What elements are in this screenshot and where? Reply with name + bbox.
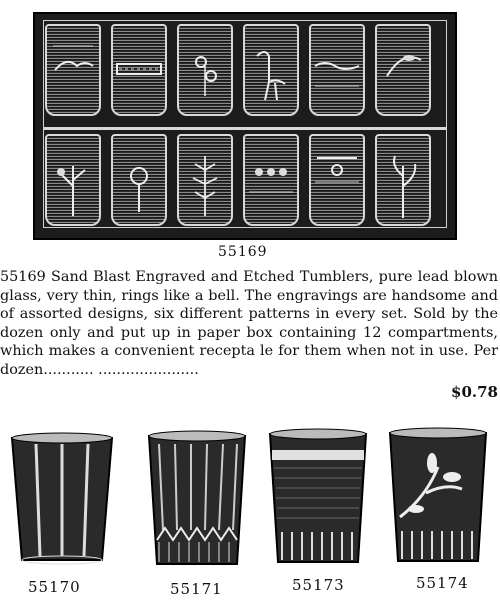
tumbler-flower-pattern bbox=[111, 134, 167, 226]
cup-engraving-icon bbox=[311, 136, 363, 224]
glass-55173-number: 55173 bbox=[292, 576, 345, 594]
floral-spray-engraving-icon bbox=[47, 136, 99, 224]
tumbler-floral-spray-pattern bbox=[45, 134, 101, 226]
glass-55171-number: 55171 bbox=[170, 580, 223, 598]
glass-55174-number: 55174 bbox=[416, 574, 469, 592]
box-caption: 55169 bbox=[218, 244, 268, 260]
glass-55174-illustration bbox=[386, 427, 490, 567]
fern-engraving-icon bbox=[179, 136, 231, 224]
glass-55170-number: 55170 bbox=[28, 578, 81, 596]
heron-engraving-icon bbox=[245, 26, 297, 114]
product-description: 55169 Sand Blast Engraved and Etched Tumblers, pure lead blown glass, very thin, rings like a bell. The engravings are handsome and of assorted designs, six different patterns in every set. Sold by the dozen only and put up in paper box containing 12 compartments, which makes a convenient recepta le for them when not in use. Per dozen........... ...................... bbox=[0, 269, 498, 378]
price: $0.78 bbox=[451, 383, 498, 401]
tumbler-box-illustration bbox=[33, 12, 457, 240]
bird-engraving-icon bbox=[47, 26, 99, 114]
tumbler-leaf-band-pattern bbox=[309, 24, 365, 116]
glass-55173-illustration bbox=[266, 428, 370, 568]
tumbler-leaf-spray-pattern bbox=[375, 24, 431, 116]
lily-engraving-icon bbox=[377, 136, 429, 224]
tumbler-bird-pattern bbox=[45, 24, 101, 116]
leaf-band-engraving-icon bbox=[311, 26, 363, 114]
floral-engraving-icon bbox=[179, 26, 231, 114]
tumbler-band-pattern bbox=[111, 24, 167, 116]
tumbler-lily-pattern bbox=[375, 134, 431, 226]
flower-engraving-icon bbox=[113, 136, 165, 224]
tumbler-daisy-band-pattern bbox=[243, 134, 299, 226]
glass-55170-illustration bbox=[8, 432, 116, 568]
glass-55171-illustration bbox=[145, 430, 249, 570]
tumbler-cup-pattern bbox=[309, 134, 365, 226]
daisy-band-engraving-icon bbox=[245, 136, 297, 224]
band-engraving-icon bbox=[113, 26, 165, 114]
compartment-divider bbox=[43, 127, 447, 130]
leaf-spray-engraving-icon bbox=[377, 26, 429, 114]
tumbler-fern-pattern bbox=[177, 134, 233, 226]
tumbler-heron-pattern bbox=[243, 24, 299, 116]
tumbler-floral-pattern bbox=[177, 24, 233, 116]
